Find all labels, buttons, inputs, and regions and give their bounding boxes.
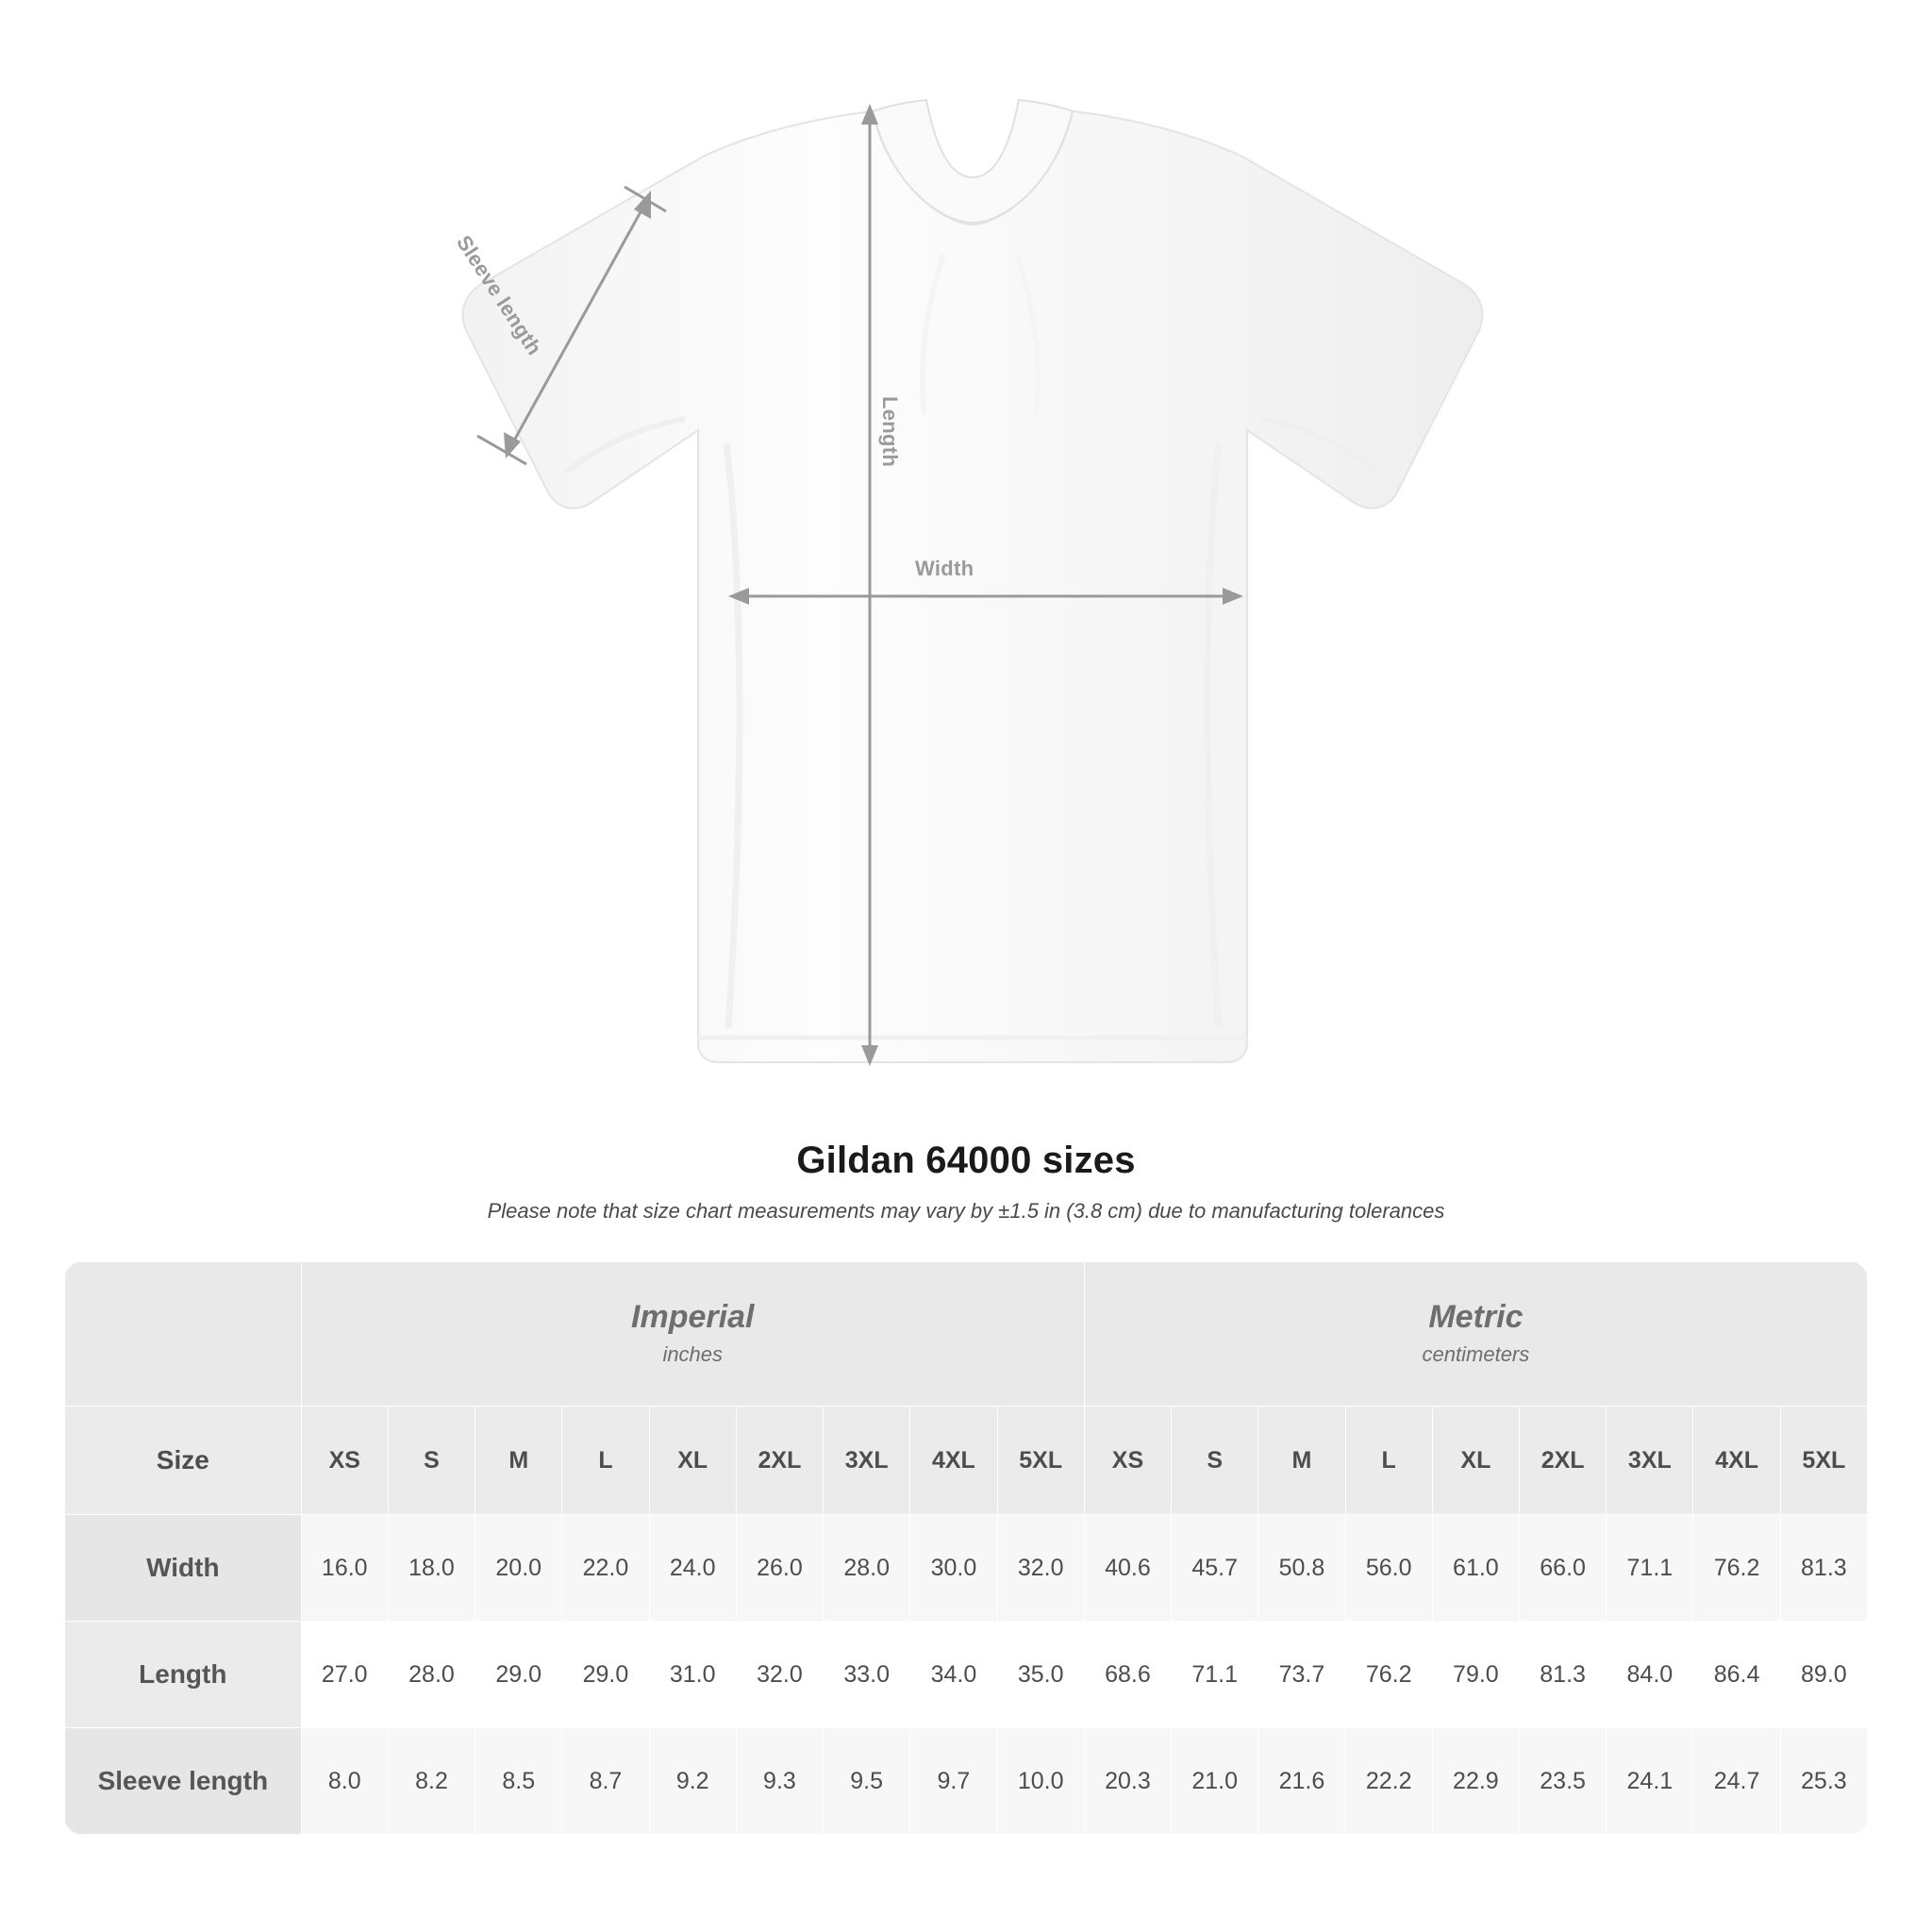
size-header-metric-l: L bbox=[1345, 1407, 1432, 1515]
cell-sleeve-metric-xl: 22.9 bbox=[1432, 1728, 1519, 1835]
table-row bbox=[65, 1728, 1868, 1835]
cell-sleeve-metric-m: 21.6 bbox=[1258, 1728, 1345, 1835]
size-table bbox=[64, 1261, 1868, 1835]
width-dimension-label: Width bbox=[915, 557, 974, 580]
cell-length-imperial-xs: 27.0 bbox=[301, 1622, 388, 1728]
cell-width-metric-4xl: 76.2 bbox=[1693, 1515, 1780, 1622]
cell-length-metric-s: 71.1 bbox=[1172, 1622, 1258, 1728]
unit-group-metric-sub: centimeters bbox=[1422, 1341, 1530, 1366]
size-header-metric-2xl: 2XL bbox=[1520, 1407, 1607, 1515]
size-header-imperial-4xl: 4XL bbox=[910, 1407, 997, 1515]
cell-sleeve-imperial-2xl: 9.3 bbox=[736, 1728, 823, 1835]
size-header-imperial-2xl: 2XL bbox=[736, 1407, 823, 1515]
cell-length-imperial-3xl: 33.0 bbox=[824, 1622, 910, 1728]
size-header-metric-m: M bbox=[1258, 1407, 1345, 1515]
cell-sleeve-metric-5xl: 25.3 bbox=[1780, 1728, 1867, 1835]
cell-length-metric-xs: 68.6 bbox=[1084, 1622, 1171, 1728]
cell-sleeve-imperial-m: 8.5 bbox=[475, 1728, 562, 1835]
length-dimension-label: Length bbox=[878, 396, 902, 468]
size-header-metric-xl: XL bbox=[1432, 1407, 1519, 1515]
cell-width-imperial-l: 22.0 bbox=[562, 1515, 649, 1622]
cell-length-imperial-2xl: 32.0 bbox=[736, 1622, 823, 1728]
cell-sleeve-metric-xs: 20.3 bbox=[1084, 1728, 1171, 1835]
cell-length-imperial-m: 29.0 bbox=[475, 1622, 562, 1728]
unit-group-imperial bbox=[301, 1262, 1084, 1407]
cell-sleeve-metric-2xl: 23.5 bbox=[1520, 1728, 1607, 1835]
cell-length-metric-xl: 79.0 bbox=[1432, 1622, 1519, 1728]
cell-width-metric-3xl: 71.1 bbox=[1607, 1515, 1693, 1622]
cell-sleeve-metric-s: 21.0 bbox=[1172, 1728, 1258, 1835]
cell-length-imperial-5xl: 35.0 bbox=[997, 1622, 1084, 1728]
cell-sleeve-imperial-xl: 9.2 bbox=[649, 1728, 736, 1835]
cell-sleeve-imperial-xs: 8.0 bbox=[301, 1728, 388, 1835]
size-header-imperial-s: S bbox=[388, 1407, 475, 1515]
row-label-sleeve-length: Sleeve length bbox=[65, 1728, 302, 1835]
size-header-label: Size bbox=[65, 1407, 302, 1515]
row-label-width: Width bbox=[65, 1515, 302, 1622]
cell-length-metric-5xl: 89.0 bbox=[1780, 1622, 1867, 1728]
size-header-metric-4xl: 4XL bbox=[1693, 1407, 1780, 1515]
cell-width-metric-l: 56.0 bbox=[1345, 1515, 1432, 1622]
sleeve-length-dimension-label: Sleeve length bbox=[452, 231, 547, 359]
row-label-length: Length bbox=[65, 1622, 302, 1728]
cell-length-imperial-s: 28.0 bbox=[388, 1622, 475, 1728]
size-header-metric-5xl: 5XL bbox=[1780, 1407, 1867, 1515]
table-row bbox=[65, 1622, 1868, 1728]
cell-sleeve-metric-3xl: 24.1 bbox=[1607, 1728, 1693, 1835]
cell-length-imperial-xl: 31.0 bbox=[649, 1622, 736, 1728]
cell-width-metric-2xl: 66.0 bbox=[1520, 1515, 1607, 1622]
size-header-row bbox=[65, 1407, 1868, 1515]
cell-width-metric-xl: 61.0 bbox=[1432, 1515, 1519, 1622]
cell-width-imperial-3xl: 28.0 bbox=[824, 1515, 910, 1622]
size-header-metric-s: S bbox=[1172, 1407, 1258, 1515]
shirt-shape bbox=[463, 100, 1483, 1062]
table-row bbox=[65, 1515, 1868, 1622]
cell-sleeve-imperial-s: 8.2 bbox=[388, 1728, 475, 1835]
unit-header-spacer bbox=[65, 1262, 302, 1407]
cell-length-metric-m: 73.7 bbox=[1258, 1622, 1345, 1728]
unit-group-metric bbox=[1084, 1262, 1867, 1407]
unit-group-metric-name: Metric bbox=[1428, 1299, 1524, 1336]
unit-header-row bbox=[65, 1262, 1868, 1407]
page-title: Gildan 64000 sizes bbox=[796, 1140, 1136, 1181]
cell-length-metric-4xl: 86.4 bbox=[1693, 1622, 1780, 1728]
cell-length-imperial-l: 29.0 bbox=[562, 1622, 649, 1728]
tolerance-note: Please note that size chart measurements may vary by ±1.5 in (3.8 cm) due to manufacturing tolerances bbox=[487, 1199, 1445, 1223]
cell-width-imperial-2xl: 26.0 bbox=[736, 1515, 823, 1622]
cell-width-imperial-xl: 24.0 bbox=[649, 1515, 736, 1622]
cell-length-metric-2xl: 81.3 bbox=[1520, 1622, 1607, 1728]
cell-sleeve-imperial-4xl: 9.7 bbox=[910, 1728, 997, 1835]
size-header-imperial-5xl: 5XL bbox=[997, 1407, 1084, 1515]
cell-length-metric-l: 76.2 bbox=[1345, 1622, 1432, 1728]
size-header-metric-xs: XS bbox=[1084, 1407, 1171, 1515]
size-header-imperial-m: M bbox=[475, 1407, 562, 1515]
cell-sleeve-metric-4xl: 24.7 bbox=[1693, 1728, 1780, 1835]
size-header-imperial-xl: XL bbox=[649, 1407, 736, 1515]
cell-width-metric-s: 45.7 bbox=[1172, 1515, 1258, 1622]
unit-group-imperial-sub: inches bbox=[662, 1341, 724, 1366]
cell-width-imperial-5xl: 32.0 bbox=[997, 1515, 1084, 1622]
cell-sleeve-imperial-3xl: 9.5 bbox=[824, 1728, 910, 1835]
cell-width-imperial-s: 18.0 bbox=[388, 1515, 475, 1622]
cell-width-metric-5xl: 81.3 bbox=[1780, 1515, 1867, 1622]
cell-sleeve-imperial-5xl: 10.0 bbox=[997, 1728, 1084, 1835]
cell-sleeve-metric-l: 22.2 bbox=[1345, 1728, 1432, 1835]
cell-length-imperial-4xl: 34.0 bbox=[910, 1622, 997, 1728]
size-header-imperial-xs: XS bbox=[301, 1407, 388, 1515]
size-table-wrapper bbox=[64, 1261, 1868, 1835]
cell-width-metric-m: 50.8 bbox=[1258, 1515, 1345, 1622]
cell-length-metric-3xl: 84.0 bbox=[1607, 1622, 1693, 1728]
cell-width-imperial-m: 20.0 bbox=[475, 1515, 562, 1622]
title-block bbox=[0, 1140, 1932, 1224]
cell-sleeve-imperial-l: 8.7 bbox=[562, 1728, 649, 1835]
unit-group-imperial-name: Imperial bbox=[631, 1299, 755, 1336]
size-header-imperial-l: L bbox=[562, 1407, 649, 1515]
size-header-metric-3xl: 3XL bbox=[1607, 1407, 1693, 1515]
cell-width-imperial-4xl: 30.0 bbox=[910, 1515, 997, 1622]
size-header-imperial-3xl: 3XL bbox=[824, 1407, 910, 1515]
cell-width-imperial-xs: 16.0 bbox=[301, 1515, 388, 1622]
cell-width-metric-xs: 40.6 bbox=[1084, 1515, 1171, 1622]
